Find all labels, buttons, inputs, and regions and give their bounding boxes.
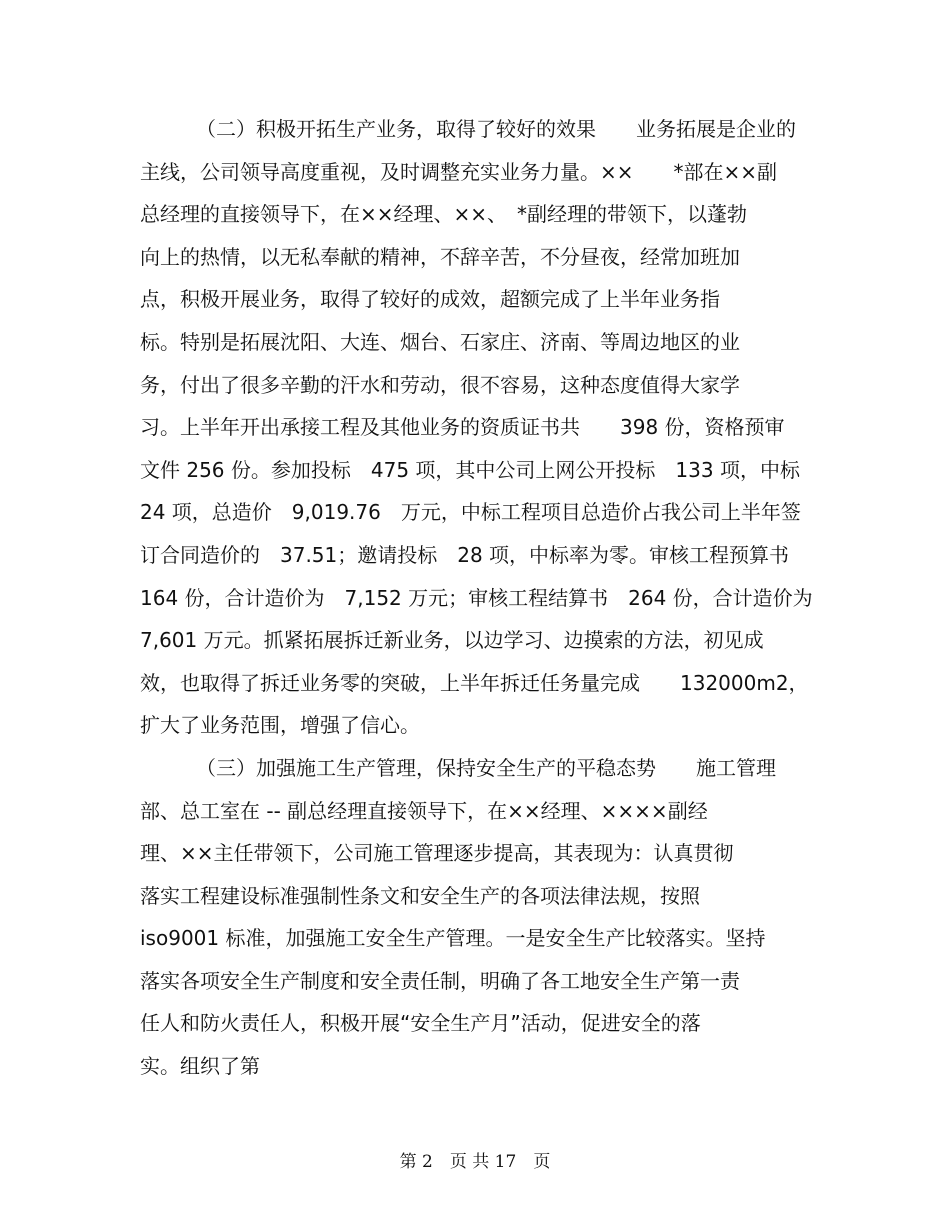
text-line: 部、总工室在 -- 副总经理直接领导下，在××经理、××××副经 [140,798,708,823]
text-line: 24 项，总造价 9,019.76 万元，中标工程项目总造价占我公司上半年签 [140,500,801,525]
text-line: 主线，公司领导高度重视，及时调整充实业务力量。×× *部在××副 [140,159,778,184]
text-line: 理、××主任带领下，公司施工管理逐步提高，其表现为：认真贯彻 [140,841,734,866]
text-line: 扩大了业务范围，增强了信心。 [140,713,420,738]
text-line: 文件 256 份。参加投标 475 项，其中公司上网公开投标 133 项，中标 [140,457,800,482]
body-text [140,108,840,1088]
text-line: iso9001 标准，加强施工安全生产管理。一是安全生产比较落实。坚持 [140,926,766,951]
text-line: （二）积极开拓生产业务，取得了较好的效果 业务拓展是企业的 [196,117,796,141]
text-line: 向上的热情，以无私奉献的精神，不辞辛苦，不分昼夜，经常加班加 [140,244,740,269]
text-line: 点，积极开展业务，取得了较好的成效，超额完成了上半年业务指 [140,287,720,312]
text-line: 订合同造价的 37.51；邀请投标 28 项，中标率为零。审核工程预算书 [140,542,790,567]
page-number-footer: 第 2 页 共 17 页 [399,1152,551,1172]
text-line: 落实各项安全生产制度和安全责任制，明确了各工地安全生产第一责 [140,968,740,993]
text-line: 效，也取得了拆迁业务零的突破，上半年拆迁任务量完成 132000m2， [140,670,809,695]
text-line: 7,601 万元。抓紧拓展拆迁新业务，以边学习、边摸索的方法，初见成 [140,628,764,653]
text-line: 任人和防火责任人，积极开展“安全生产月”活动，促进安全的落 [140,1011,701,1036]
text-line: 总经理的直接领导下，在××经理、××、 *副经理的带领下，以蓬勃 [140,202,748,227]
text-line: 习。上半年开出承接工程及其他业务的资质证书共 398 份，资格预审 [140,415,785,440]
text-line: 标。特别是拓展沈阳、大连、烟台、石家庄、济南、等周边地区的业 [140,329,740,354]
text-line: （三）加强施工生产管理，保持安全生产的平稳态势 施工管理 [196,755,776,780]
text-line: 务，付出了很多辛勤的汗水和劳动，很不容易，这种态度值得大家学 [140,372,740,397]
text-line: 落实工程建设标准强制性条文和安全生产的各项法律法规，按照 [140,883,700,908]
text-line: 实。组织了第 [140,1054,260,1079]
text-line: 164 份，合计造价为 7,152 万元；审核工程结算书 264 份，合计造价为 [140,585,813,610]
